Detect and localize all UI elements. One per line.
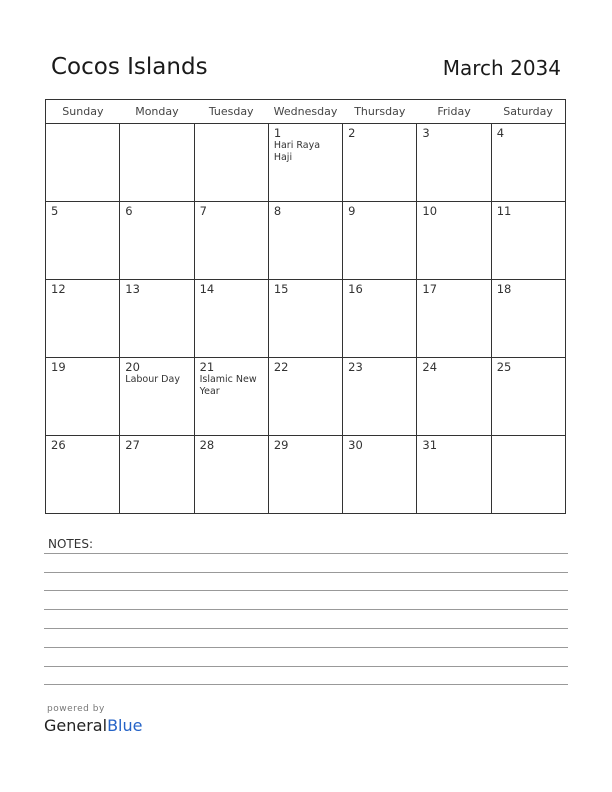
weekday-friday: Friday [417,100,491,124]
holiday-label: Labour Day [125,374,180,385]
note-line [44,684,568,685]
day-number: 22 [273,360,289,374]
week-row [46,358,566,436]
day-number: 9 [348,204,356,218]
day-number: 8 [273,204,282,218]
day-cell [46,124,120,202]
day-number: 13 [125,282,140,296]
day-cell [194,436,268,514]
day-cell [268,280,342,358]
day-number: 5 [51,204,59,218]
day-number: 20 [125,360,140,374]
week-row [46,280,566,358]
week-row [46,436,566,514]
note-line [44,628,568,629]
day-cell [343,436,417,514]
day-cell [491,280,565,358]
day-number: 10 [422,204,438,218]
day-cell [343,202,417,280]
day-cell [343,124,417,202]
country-title: Cocos Islands [51,54,208,80]
day-number: 16 [348,282,363,296]
day-number: 2 [348,126,356,140]
day-number: 23 [348,360,363,374]
day-cell [268,358,342,436]
weekday-thursday: Thursday [343,100,417,124]
day-cell [46,358,120,436]
month-title: March 2034 [442,56,561,80]
day-cell [268,124,342,202]
weekday-wednesday: Wednesday [268,100,342,124]
day-number: 18 [496,282,512,296]
day-number: 25 [496,360,512,374]
note-line [44,553,568,554]
note-line [44,666,568,667]
holiday-label: Hari Raya Haji [273,140,321,163]
weekday-saturday: Saturday [491,100,565,124]
day-number: 11 [496,204,512,218]
week-row [46,124,566,202]
day-cell [194,280,268,358]
day-cell [417,280,491,358]
day-number: 4 [496,126,505,140]
day-cell [46,202,120,280]
day-cell [120,358,194,436]
day-cell [491,436,565,514]
day-number: 15 [273,282,289,296]
day-number: 24 [422,360,438,374]
day-number: 7 [199,204,207,218]
day-number: 31 [422,438,438,452]
day-cell [194,202,268,280]
day-number: 26 [51,438,66,452]
note-line [44,647,568,648]
day-number: 28 [199,438,215,452]
day-number: 14 [199,282,215,296]
weekday-header-row [46,100,566,124]
day-cell [120,436,194,514]
brand-blue: Blue [107,716,143,735]
day-cell [417,358,491,436]
day-number: 21 [199,360,215,374]
note-line [44,572,568,573]
brand-general: General [44,716,108,735]
day-number: 29 [273,438,289,452]
calendar-grid [45,99,566,514]
day-cell [120,202,194,280]
day-cell [417,202,491,280]
notes-label: NOTES: [48,537,93,551]
day-cell [343,280,417,358]
day-cell [491,124,565,202]
day-cell [417,436,491,514]
day-cell [417,124,491,202]
day-cell [343,358,417,436]
day-number: 1 [273,126,282,140]
generalblue-logo [44,716,142,735]
day-cell [268,436,342,514]
day-cell [120,280,194,358]
day-cell [46,280,120,358]
day-number: 17 [422,282,438,296]
day-cell [46,436,120,514]
day-cell [491,358,565,436]
day-number: 6 [125,204,133,218]
day-number: 19 [51,360,66,374]
day-number: 27 [125,438,140,452]
day-cell [491,202,565,280]
weekday-tuesday: Tuesday [194,100,268,124]
week-row [46,202,566,280]
holiday-label: Islamic New Year [199,374,257,397]
weekday-monday: Monday [120,100,194,124]
day-cell [194,124,268,202]
day-number: 3 [422,126,430,140]
note-line [44,609,568,610]
note-line [44,590,568,591]
day-number: 30 [348,438,363,452]
day-cell [194,358,268,436]
day-cell [268,202,342,280]
day-cell [120,124,194,202]
powered-by-text: powered by [47,704,105,714]
weekday-sunday: Sunday [46,100,120,124]
day-number: 12 [51,282,66,296]
